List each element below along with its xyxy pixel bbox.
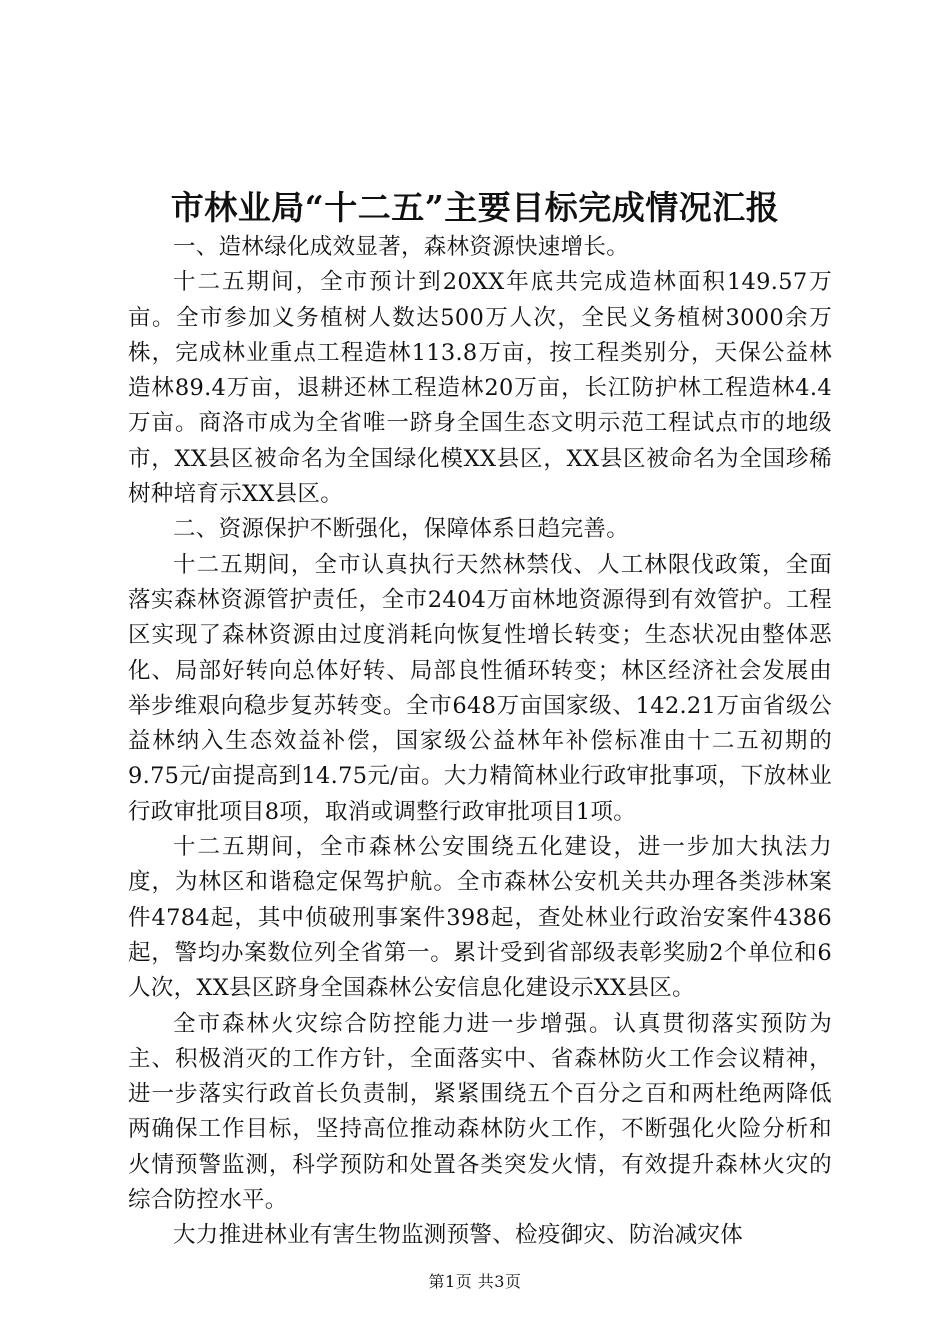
- paragraph: 十二五期间，全市森林公安围绕五化建设，进一步加大执法力度，为林区和谐稳定保驾护航。全市森林公安机关共办理各类涉林案件4784起，其中侦破刑事案件398起，查处林业行政治安案件4386起，警均办案数位列全省第一。累计受到省部级表彰奖励2个单位和6人次，XX县区跻身全国森林公安信息化建设示XX县区。: [128, 834, 832, 1002]
- document-title: 市林业局“十二五”主要目标完成情况汇报: [170, 188, 780, 227]
- paragraph: 全市森林火灾综合防控能力进一步增强。认真贯彻落实预防为主、积极消灭的工作方针，全面落实中、省森林防火工作会议精神，进一步落实行政首长负责制，紧紧围绕五个百分之百和两杜绝两降低两确保工作目标，坚持高位推动森林防火工作，不断强化火险分析和火情预警监测，科学预防和处置各类突发火情，有效提升森林火灾的综合防控水平。: [128, 1010, 832, 1214]
- document-body: [128, 230, 832, 1254]
- page-footer: 第1页 共3页: [428, 1272, 522, 1291]
- section-heading-1: 一、造林绿化成效显著，森林资源快速增长。: [173, 234, 630, 260]
- paragraph: 十二五期间，全市预计到20XX年底共完成造林面积149.57万亩。全市参加义务植树人数达500万人次，全民义务植树3000余万株，完成林业重点工程造林113.8万亩，按工程类别分，天保公益林造林89.4万亩，退耕还林工程造林20万亩，长江防护林工程造林4.4万亩。商洛市成为全省唯一跻身全国生态文明示范工程试点市的地级市，XX县区被命名为全国绿化模XX县区，XX县区被命名为全国珍稀树种培育示XX县区。: [128, 269, 832, 508]
- paragraph: 大力推进林业有害生物监测预警、检疫御灾、防治减灾体: [173, 1222, 744, 1249]
- section-heading-2: 二、资源保护不断强化，保障体系日趋完善。: [173, 516, 630, 543]
- paragraph: 十二五期间，全市认真执行天然林禁伐、人工林限伐政策，全面落实森林资源管护责任，全市2404万亩林地资源得到有效管护。工程区实现了森林资源由过度消耗向恢复性增长转变；生态状况由整体恶化、局部好转向总体好转、局部良性循环转变；林区经济社会发展由举步维艰向稳步复苏转变。全市648万亩国家级、142.21万亩省级公益林纳入生态效益补偿，国家级公益林年补偿标准由十二五初期的9.75元/亩提高到14.75元/亩。大力精简林业行政审批事项，下放林业行政审批项目8项，取消或调整行政审批项目1项。: [128, 551, 832, 825]
